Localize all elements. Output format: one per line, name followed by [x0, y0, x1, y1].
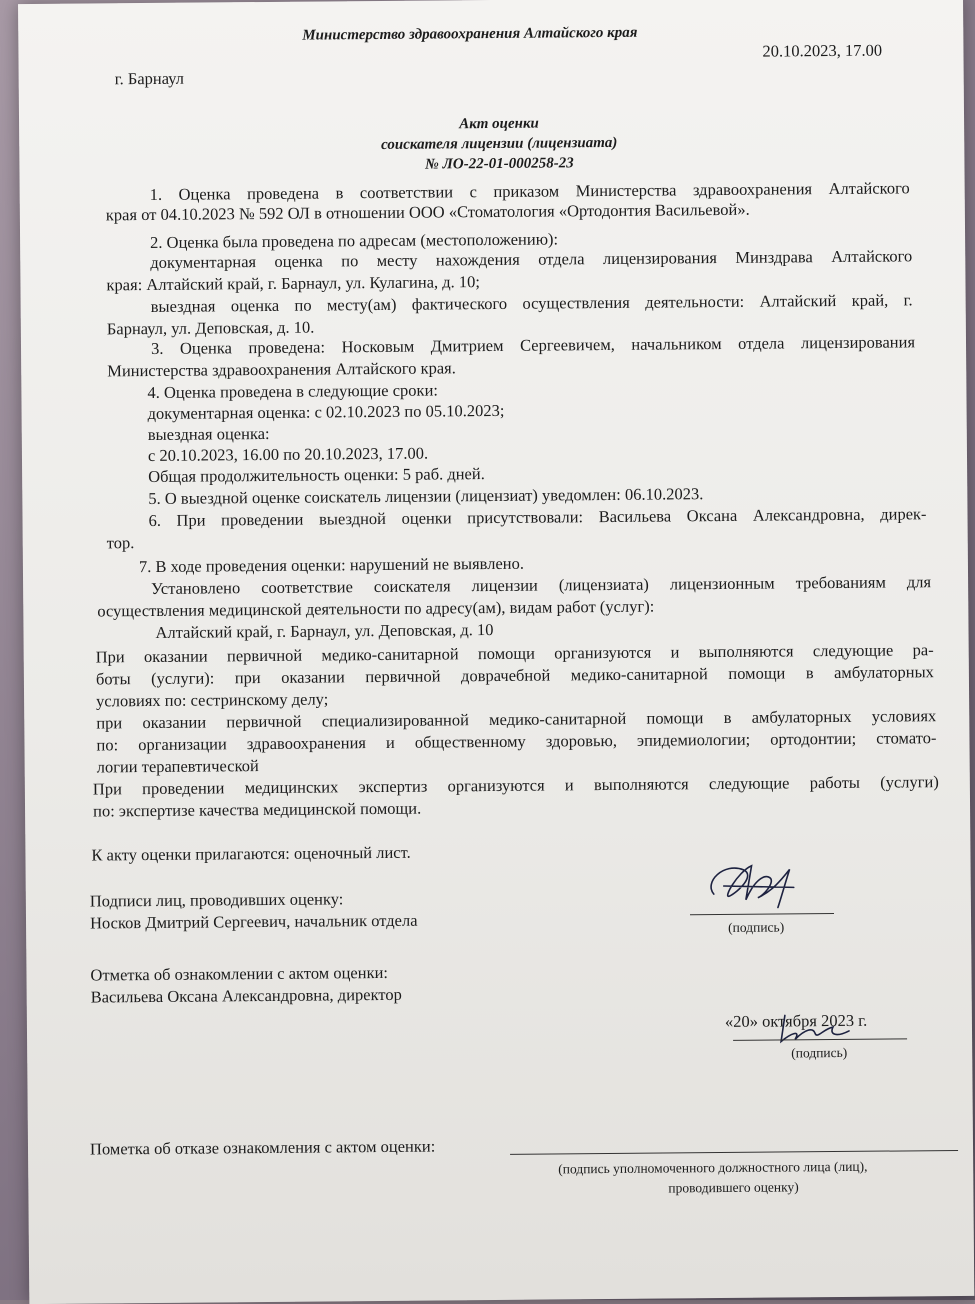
- paragraph-2-line-1: 2. Оценка была проведена по адресам (местоположению):: [150, 229, 559, 252]
- acknowledgement-name: Васильева Оксана Александровна, директор: [90, 984, 402, 1007]
- attachment-note: К акту оценки прилагаются: оценочный лист.: [91, 842, 411, 865]
- paragraph-4-line-5: Общая продолжительность оценки: 5 раб. дней.: [148, 464, 485, 487]
- paragraph-1-line-1: 1. Оценка проведена в соответствии с приказом Министерства здравоохранения Алтайского: [149, 178, 910, 204]
- refusal-label: Пометка об отказе ознакомления с актом оценки:: [89, 1136, 436, 1159]
- services-1-line-3: условиях по: сестринскому делу;: [96, 689, 329, 711]
- acknowledgement-heading: Отметка об ознакомлении с актом оценки:: [90, 962, 389, 985]
- compliance-line-1: Установлено соответствие соискателя лицензии (лицензиата) лицензионным требованиям для: [151, 572, 932, 598]
- document-subtitle: соискателя лицензии (лицензиата): [381, 134, 618, 153]
- services-2-line-1: при оказании первичной специализированной медико-санитарной помощи в амбулаторных условиях: [96, 706, 937, 733]
- paragraph-7: 7. В ходе проведения оценки: нарушений не выявлено.: [138, 553, 525, 577]
- services-1-line-1: При оказании первичной медико-санитарной помощи организуются и выполняются следующие ра-: [95, 640, 934, 667]
- signature-caption-2: (подпись): [791, 1044, 848, 1061]
- paragraph-1-line-2: края от 04.10.2023 № 592 ОЛ в отношении ООО «Стоматология «Ортодонтия Васильевой».: [105, 199, 750, 225]
- signers-heading: Подписи лиц, проводивших оценку:: [89, 889, 344, 911]
- services-2-line-3: логии терапевтической: [96, 756, 259, 777]
- paragraph-4-line-1: 4. Оценка проведена в следующие сроки:: [147, 380, 439, 403]
- paragraph-4-line-2: документарная оценка: с 02.10.2023 по 05.10.2023;: [147, 400, 505, 424]
- signer-name: Носков Дмитрий Сергеевич, начальник отдела: [89, 910, 418, 933]
- signature-caption-1: (подпись): [728, 919, 785, 935]
- director-signature: [771, 1007, 881, 1048]
- ministry-name: Министерство здравоохранения Алтайского края: [302, 24, 638, 44]
- paragraph-6-line-1: 6. При проведении выездной оценки присутствовали: Васильева Оксана Александровна, дирек-: [148, 504, 927, 531]
- paragraph-2-line-5: Барнаул, ул. Деповская, д. 10.: [106, 317, 315, 339]
- services-3-line-1: При проведении медицинских экспертиз организуются и выполняются следующие работы (услуги): [92, 772, 939, 799]
- compliance-address: Алтайский край, г. Барнаул, ул. Деповская, д. 10: [155, 619, 494, 642]
- paragraph-4-line-4: с 20.10.2023, 16.00 по 20.10.2023, 17.00.: [147, 443, 429, 466]
- services-2-line-2: по: организации здравоохранения и общественному здоровью, эпидемиологии; ортодонтии; стомато-: [96, 728, 937, 755]
- paragraph-5: 5. О выездной оценке соискатель лицензии (лицензиат) уведомлен: 06.10.2023.: [148, 484, 704, 509]
- acknowledgement-date: «20» октября 2023 г.: [724, 1010, 868, 1031]
- refusal-caption-line-1: (подпись уполномоченного должностного лица (лиц),: [558, 1158, 868, 1177]
- inspector-signature: [693, 851, 834, 922]
- paragraph-2-line-3: края: Алтайский край, г. Барнаул, ул. Кулагина, д. 10;: [106, 272, 481, 295]
- document-sheet: [18, 0, 974, 1304]
- paragraph-6-line-2: тор.: [106, 533, 135, 553]
- document-number: № ЛО-22-01-000258-23: [425, 155, 574, 173]
- refusal-line: [510, 1150, 958, 1155]
- services-1-line-2: боты (услуги): при оказании первичной доврачебной медико-санитарной помощи в амбулаторных: [95, 662, 934, 689]
- compliance-line-2: осуществления медицинской деятельности по адресу(ам), видам работ (услуг):: [97, 596, 655, 621]
- document-city: г. Барнаул: [114, 68, 185, 89]
- paragraph-4-line-3: выездная оценка:: [147, 423, 270, 445]
- paragraph-2-line-2: документарная оценка по месту нахождения отдела лицензирования Минздрава Алтайского: [150, 246, 913, 272]
- services-3-line-2: по: экспертизе качества медицинской помощи.: [92, 798, 422, 821]
- paragraph-3-line-2: Министерства здравоохранения Алтайского края.: [107, 358, 456, 381]
- document-datetime: 20.10.2023, 17.00: [762, 40, 883, 61]
- paragraph-3-line-1: 3. Оценка проведена: Носковым Дмитрием Сергеевичем, начальником отдела лицензирования: [150, 332, 916, 358]
- document-title: Акт оценки: [459, 115, 539, 133]
- paragraph-2-line-4: выездная оценка по месту(ам) фактического осуществления деятельности: Алтайский край, г.: [150, 290, 913, 316]
- refusal-caption-line-2: проводившего оценку): [668, 1179, 799, 1196]
